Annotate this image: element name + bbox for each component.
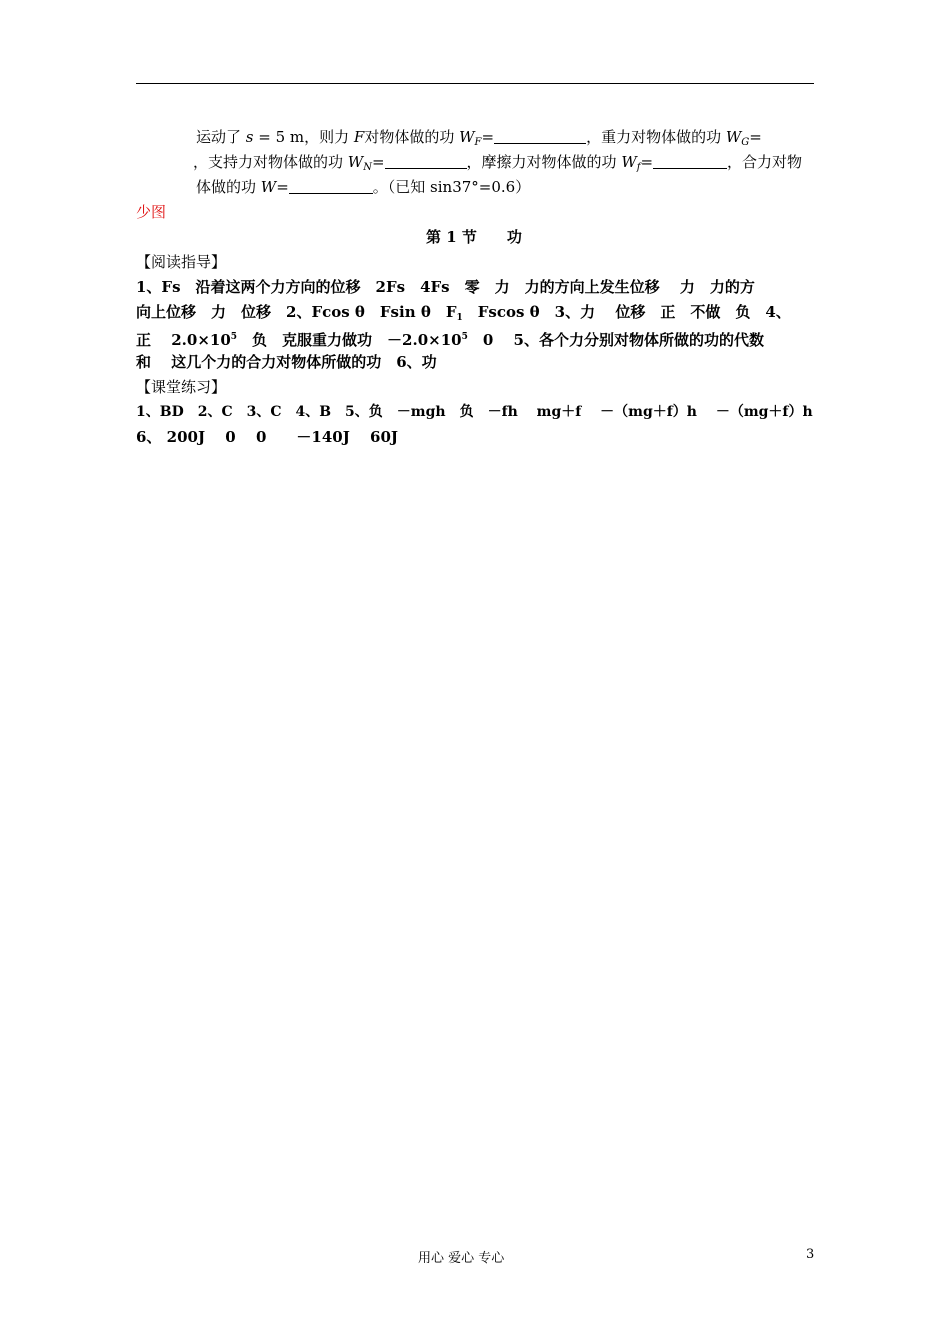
symbol-s: s <box>245 128 254 146</box>
symbol-W: W <box>459 128 475 146</box>
figure-missing-note: 少图 <box>136 203 167 221</box>
page-number: 3 <box>806 1247 815 1262</box>
subscript: 1 <box>456 313 463 323</box>
superscript: 5 <box>230 332 238 342</box>
reading-guide-line-2 <box>136 302 791 328</box>
text: 运动了 <box>196 128 246 146</box>
problem-line-1 <box>196 127 762 153</box>
header-rule <box>136 83 814 84</box>
subscript: N <box>363 162 372 173</box>
text: = <box>371 153 385 171</box>
section-title: 第 1 节 功 <box>426 228 522 246</box>
problem-line-2 <box>193 152 802 178</box>
practice-heading: 【课堂练习】 <box>136 378 227 396</box>
text: ，重力对物体做的功 <box>586 128 726 146</box>
subscript: F <box>474 137 482 148</box>
practice-line-1: 1、BD 2、C 3、C 4、B 5、负 －mgh 负 －fh mg＋f －（mg＋f）h －（mg＋f）h <box>136 404 813 420</box>
text: = <box>640 153 654 171</box>
text: 向上位移 力 位移 2、Fcos θ Fsin θ F <box>136 303 457 321</box>
text: ，合力对物 <box>727 153 803 171</box>
answer-blank[interactable] <box>289 179 373 194</box>
text: ，支持力对物体做的功 <box>193 153 348 171</box>
text: 对物体做的功 <box>364 128 460 146</box>
reading-guide-line-3 <box>136 327 764 350</box>
text: 体做的功 <box>196 178 261 196</box>
symbol-W: W <box>347 153 364 171</box>
text: = <box>749 128 762 146</box>
answer-blank[interactable] <box>653 154 727 169</box>
text: 0 5、各个力分别对物体所做的功的代数 <box>467 331 764 349</box>
reading-guide-line-1: 1、Fs 沿着这两个力方向的位移 2Fs 4Fs 零 力 力的方向上发生位移 力 力的方 <box>136 278 755 296</box>
text: = <box>276 178 289 196</box>
text: 正 2.0×10 <box>136 331 231 349</box>
text: 负 克服重力做功 －2.0×10 <box>237 331 462 349</box>
symbol-W: W <box>725 128 742 146</box>
superscript: 5 <box>461 332 468 342</box>
problem-line-3 <box>196 177 530 197</box>
symbol-W: W <box>260 178 277 196</box>
footer-motto: 用心 爱心 专心 <box>418 1251 505 1266</box>
practice-line-2: 6、 200J 0 0 －140J 60J <box>136 428 398 446</box>
symbol-W: W <box>621 153 637 171</box>
text: ，摩擦力对物体做的功 <box>466 153 622 171</box>
text: Fscos θ 3、力 位移 正 不做 负 4、 <box>462 303 791 321</box>
symbol-F: F <box>353 128 365 146</box>
answer-blank[interactable] <box>494 129 586 144</box>
subscript: f <box>636 162 641 173</box>
text: 。（已知 sin37°=0.6） <box>372 178 531 196</box>
reading-guide-line-4: 和 这几个力的合力对物体所做的功 6、功 <box>136 353 437 371</box>
reading-guide-heading: 【阅读指导】 <box>136 253 227 271</box>
answer-blank[interactable] <box>385 154 467 169</box>
text: = <box>481 128 495 146</box>
text: = 5 m，则力 <box>253 128 354 146</box>
subscript: G <box>741 137 750 148</box>
